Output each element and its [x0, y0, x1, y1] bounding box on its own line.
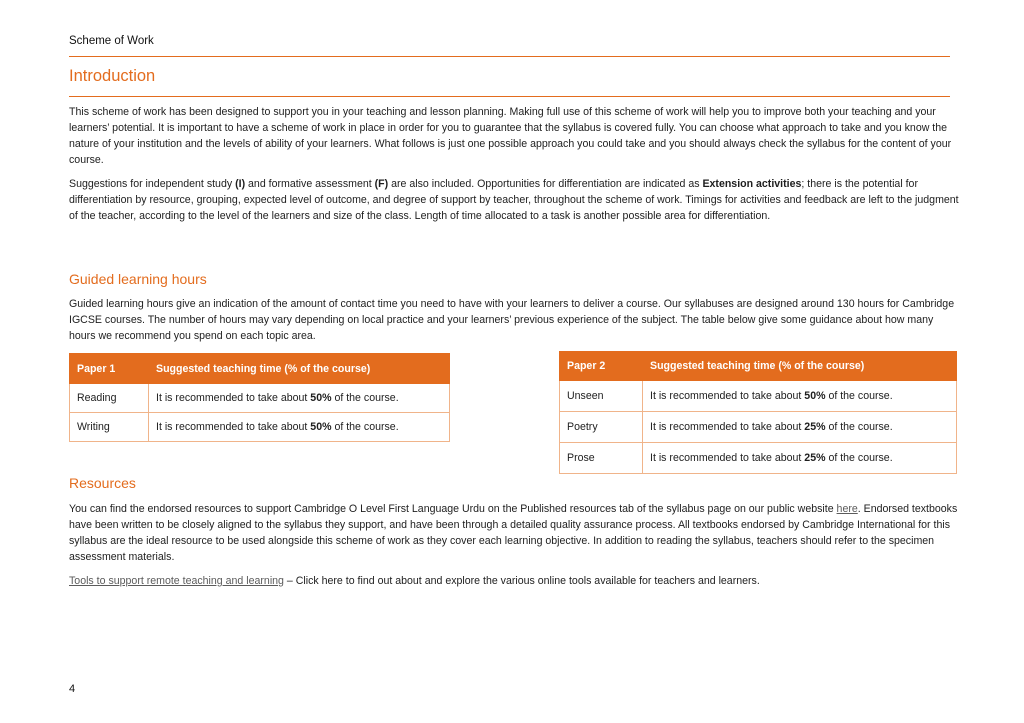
section-title-introduction: Introduction — [69, 67, 156, 85]
teaching-time-cell: It is recommended to take about 50% of the course. — [643, 381, 957, 412]
table-row — [70, 413, 450, 442]
header-divider — [69, 56, 950, 57]
table-header-row — [560, 352, 957, 381]
teaching-time-cell: It is recommended to take about 25% of the course. — [643, 412, 957, 443]
paper-1-table — [69, 353, 450, 442]
running-header: Scheme of Work — [69, 35, 154, 47]
section-title-guided-learning-hours: Guided learning hours — [69, 271, 207, 287]
table-row — [560, 381, 957, 412]
column-header-paper: Paper 1 — [70, 354, 149, 384]
resources-here-link[interactable]: here — [836, 503, 858, 515]
extension-activities-term: Extension activities — [702, 178, 802, 190]
introduction-divider — [69, 96, 950, 97]
teaching-time-cell: It is recommended to take about 50% of the course. — [149, 413, 450, 442]
topic-cell: Poetry — [560, 412, 643, 443]
topic-cell: Writing — [70, 413, 149, 442]
column-header-teaching-time: Suggested teaching time (% of the course) — [643, 352, 957, 381]
text: . Endorsed textbooks have been written to be closely aligned to the syllabus they support, and have been through a detailed quality assurance process. All textbooks endorsed by Cambridge International for this syllabus are the ideal resource to be used alongside this scheme of work as they cover each learning objective. In addition to reading the syllabus, teachers should refer to the specimen assessment materials. — [69, 503, 958, 563]
resources-paragraph — [69, 501, 959, 565]
text: are also included. Opportunities for differentiation are indicated as — [388, 178, 703, 190]
table-row — [560, 412, 957, 443]
formative-assessment-marker: (F) — [374, 178, 389, 190]
teaching-time-cell: It is recommended to take about 25% of the course. — [643, 443, 957, 474]
text: Suggestions for independent study — [69, 178, 236, 190]
page-number: 4 — [69, 683, 76, 695]
table-row — [560, 443, 957, 474]
guided-learning-paragraph: Guided learning hours give an indication of the amount of contact time you need to have with your learners to deliver a course. Our syllabuses are designed around 130 hours for Cambridge IGCSE courses. The number of hours may vary depending on local practice and your learners’ previous experience of the subject. The table below give some guidance about how many hours we recommend you spend on each topic area. — [69, 298, 955, 342]
table-header-row — [70, 354, 450, 384]
topic-cell: Reading — [70, 384, 149, 413]
tools-paragraph — [69, 573, 959, 589]
section-title-resources: Resources — [69, 475, 136, 491]
text: You can find the endorsed resources to support Cambridge O Level First Language Urdu on the Published resources tab of the syllabus page on our public website — [69, 503, 837, 515]
text: and formative assessment — [245, 178, 375, 190]
column-header-paper: Paper 2 — [560, 352, 643, 381]
text: ; there is the potential for differentiation by resource, grouping, expected level of outcome, and degree of support by teacher, throughout the scheme of work. Timings for activities and feedback are left to the judgment of the teacher, according to the level of the learners and size of the class. Length of time allocated to a task is another possible area for differentiation. — [69, 178, 959, 222]
table-row — [70, 384, 450, 413]
teaching-time-cell: It is recommended to take about 50% of the course. — [149, 384, 450, 413]
intro-paragraph-2 — [69, 176, 959, 224]
topic-cell: Prose — [560, 443, 643, 474]
paper-2-table — [559, 351, 957, 474]
text: – Click here to find out about and explore the various online tools available for teachers and learners. — [283, 575, 760, 587]
column-header-teaching-time: Suggested teaching time (% of the course) — [149, 354, 450, 384]
intro-paragraph-1: This scheme of work has been designed to support you in your teaching and lesson planning. Making full use of this scheme of work will help you to improve both your teaching and your learners’ potential. It is important to have a scheme of work in place in order for you to guarantee that the syllabus is covered fully. You can choose what approach to take and you know the nature of your institution and the levels of ability of your learners. What follows is just one possible approach you could take and you should always check the syllabus for the content of your course. — [69, 106, 952, 166]
remote-teaching-tools-link[interactable]: Tools to support remote teaching and learning — [69, 575, 284, 587]
independent-study-marker: (I) — [235, 178, 246, 190]
topic-cell: Unseen — [560, 381, 643, 412]
